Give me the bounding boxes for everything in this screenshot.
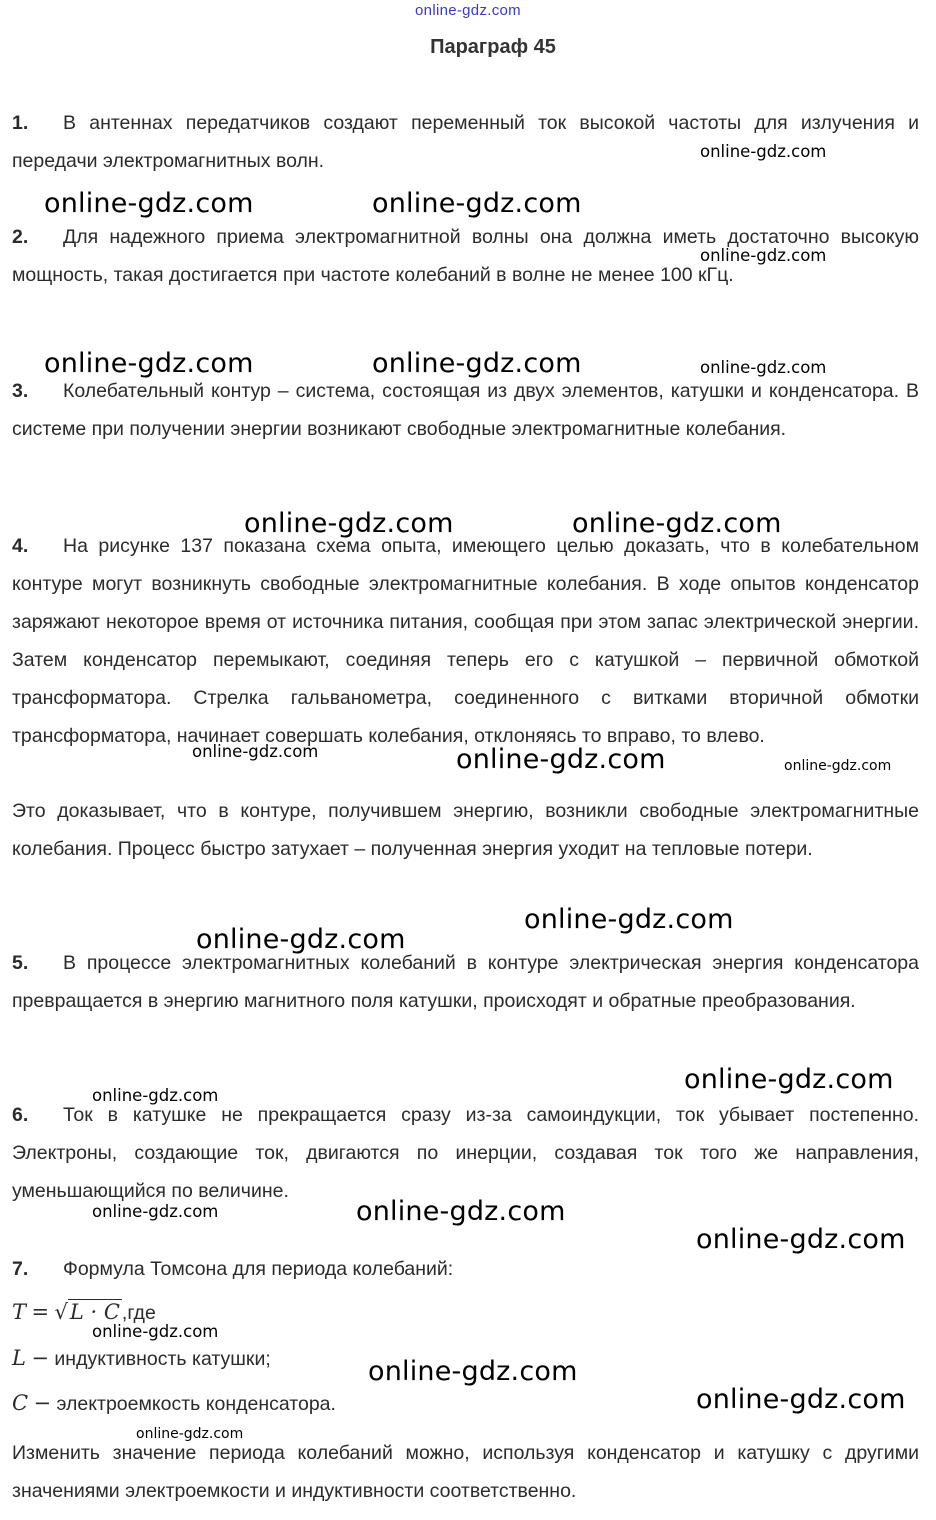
definition-dash: − <box>33 1391 52 1415</box>
watermark: online-gdz.com <box>700 358 827 377</box>
watermark: online-gdz.com <box>196 924 406 955</box>
watermark: online-gdz.com <box>92 1086 219 1105</box>
definition-symbol: L <box>12 1346 26 1370</box>
answer-text: Ток в катушке не прекращается сразу из-за самоиндукции, ток убывает постепенно. Электроны, создающие ток, двигаются по инерции, создавая ток того же направления, уменьшающийся по величине. <box>12 1104 919 1202</box>
definition-text: индуктивность катушки; <box>54 1348 271 1370</box>
watermark: online-gdz.com <box>784 758 892 774</box>
answer-text: На рисунке 137 показана схема опыта, имеющего целью доказать, что в колебательном контуре могут возникнуть свободные электромагнитные колебания. В ходе опытов конденсатор заряжают некоторое время от источника питания, сообщая при этом запас электрической энергии. Затем конденсатор перемыкают, соединяя теперь его с катушкой – первичной обмоткой трансформатора. Стрелка гальванометра, соединенного с витками вторичной обмотки трансформатора, начинает совершать колебания, отклоняясь то вправо, то влево. <box>12 535 919 747</box>
sqrt-sign-icon: √ <box>54 1300 68 1324</box>
watermark: online-gdz.com <box>192 742 319 761</box>
closing-paragraph <box>12 1434 919 1510</box>
answer-number: 6. <box>12 1104 29 1126</box>
answer-number: 5. <box>12 952 29 974</box>
watermark: online-gdz.com <box>92 1322 219 1341</box>
answer-paragraph-5 <box>12 944 919 1020</box>
watermark: online-gdz.com <box>524 904 734 935</box>
watermark: online-gdz.com <box>684 1064 894 1095</box>
answer-number: 7. <box>12 1258 29 1280</box>
page-title: Параграф 45 <box>430 36 556 58</box>
definition-dash: − <box>31 1346 49 1370</box>
answer-number: 3. <box>12 380 29 402</box>
formula-equals: = <box>31 1300 50 1324</box>
definition-C <box>12 1384 336 1423</box>
watermark: online-gdz.com <box>372 188 582 219</box>
answer-paragraph-3 <box>12 372 919 448</box>
answer-text: В процессе электромагнитных колебаний в контуре электрическая энергия конденсатора превращается в энергию магнитного поля катушки, происходят и обратные преобразования. <box>12 952 919 1012</box>
watermark: online-gdz.com <box>372 348 582 379</box>
watermark: online-gdz.com <box>44 188 254 219</box>
answer-text: Колебательный контур – система, состоящая из двух элементов, катушки и конденсатора. В системе при получении энергии возникают свободные электромагнитные колебания. <box>12 380 919 440</box>
definition-L <box>12 1339 271 1378</box>
answer-number: 4. <box>12 535 29 557</box>
formula-period-symbol: T <box>12 1300 27 1324</box>
answer-paragraph-7 <box>12 1250 919 1288</box>
answer-text: Для надежного приема электромагнитной волны она должна иметь достаточно высокую мощность, такая достигается при частоте колебаний в волне не менее 100 кГц. <box>12 226 919 286</box>
answer-text: Это доказывает, что в контуре, получившем энергию, возникли свободные электромагнитные колебания. Процесс быстро затухает – полученная энергия уходит на тепловые потери. <box>12 800 919 860</box>
watermark: online-gdz.com <box>696 1224 906 1255</box>
answer-text: В антеннах передатчиков создают переменный ток высокой частоты для излучения и передачи электромагнитных волн. <box>12 112 919 172</box>
watermark: online-gdz.com <box>244 508 454 539</box>
watermark: online-gdz.com <box>700 246 827 265</box>
watermark: online-gdz.com <box>356 1196 566 1227</box>
watermark: online-gdz.com <box>696 1384 906 1415</box>
top-site-watermark: online-gdz.com <box>415 2 521 19</box>
watermark: online-gdz.com <box>700 142 827 161</box>
watermark: online-gdz.com <box>368 1356 578 1387</box>
answer-text: Формула Томсона для периода колебаний: <box>63 1258 454 1280</box>
closing-text: Изменить значение периода колебаний можно, используя конденсатор и катушку с другими значениями электроемкости и индуктивности соответственно. <box>12 1442 919 1502</box>
answer-paragraph-4 <box>12 527 919 755</box>
formula-sqrt-argument: L · C <box>69 1300 120 1324</box>
watermark: online-gdz.com <box>92 1202 219 1221</box>
definition-symbol: C <box>12 1391 29 1415</box>
definition-text: электроемкость конденсатора. <box>56 1393 336 1415</box>
answer-paragraph-6 <box>12 1096 919 1210</box>
watermark: online-gdz.com <box>44 348 254 379</box>
watermark: online-gdz.com <box>136 1426 244 1442</box>
formula-suffix: ,где <box>121 1302 156 1324</box>
answer-number: 1. <box>12 112 29 134</box>
answer-number: 2. <box>12 226 29 248</box>
watermark: online-gdz.com <box>456 744 666 775</box>
answer-paragraph-4-continuation <box>12 792 919 868</box>
watermark: online-gdz.com <box>572 508 782 539</box>
